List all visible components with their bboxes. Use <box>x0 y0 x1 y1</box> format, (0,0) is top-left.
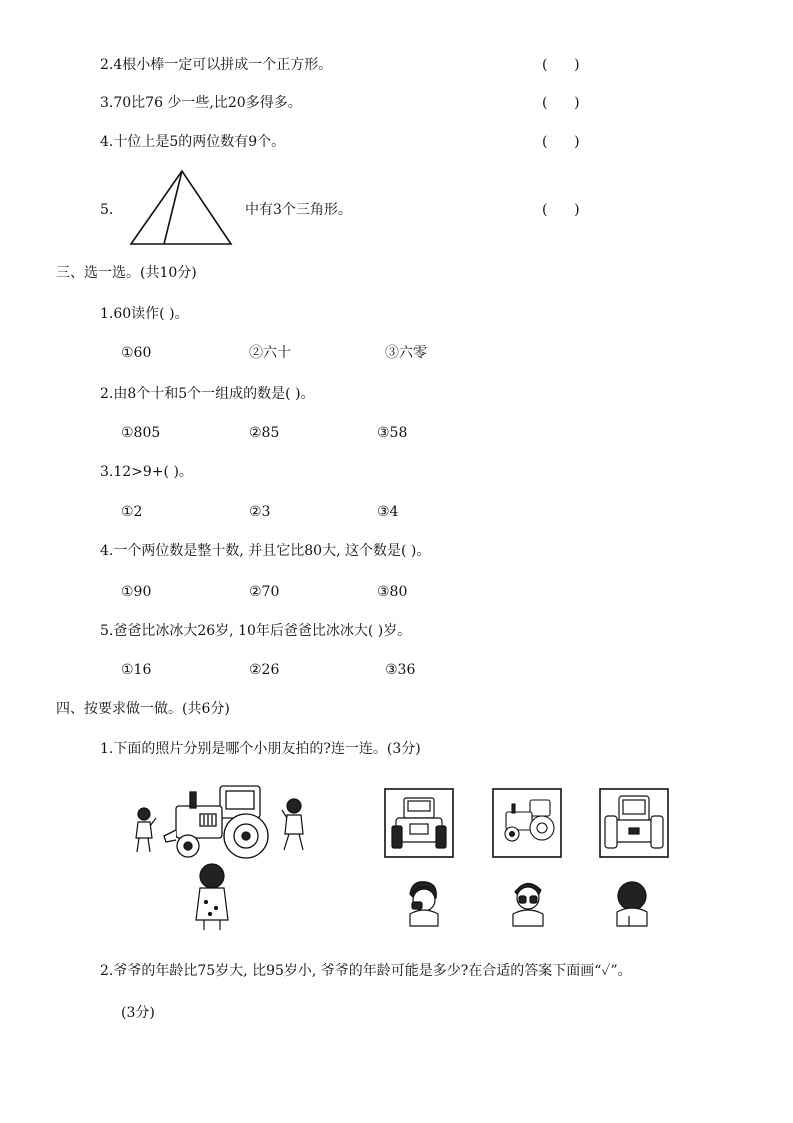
choose-question-5: 5.爸爸比冰冰大26岁, 10年后爸爸比冰冰大( )岁。 <box>100 623 412 639</box>
choose-q4-option-1[interactable]: ①90 <box>121 584 152 600</box>
choose-q2-option-1[interactable]: ①805 <box>121 425 161 441</box>
choose-q4-option-2[interactable]: ②70 <box>249 584 280 600</box>
choose-q3-option-1[interactable]: ①2 <box>121 504 143 520</box>
choose-q3-option-2[interactable]: ②3 <box>249 504 271 520</box>
judge-item-2: 2.4根小棒一定可以拼成一个正方形。 <box>100 57 333 73</box>
judge-item-5: 中有3个三角形。 <box>245 202 352 218</box>
photo-back-view-tractor <box>599 788 669 858</box>
choose-q2-option-3[interactable]: ③58 <box>377 425 408 441</box>
practice-question-2-score: (3分) <box>121 1005 155 1021</box>
child-boy-front-illustration <box>505 876 551 928</box>
choose-question-4: 4.一个两位数是整十数, 并且它比80大, 这个数是( )。 <box>100 543 431 559</box>
judge-answer-blank-4[interactable]: ( ) <box>542 134 580 150</box>
judge-item-5-number: 5. <box>100 202 114 218</box>
photo-side-view-tractor <box>492 788 562 858</box>
triangle-figure <box>128 168 234 248</box>
choose-q5-option-3[interactable]: ③36 <box>385 662 416 678</box>
choose-q5-option-1[interactable]: ①16 <box>121 662 152 678</box>
judge-item-4: 4.十位上是5的两位数有9个。 <box>100 134 286 150</box>
practice-question-2: 2.爷爷的年龄比75岁大, 比95岁小, 爷爷的年龄可能是多少?在合适的答案下面画“✓”。 <box>100 963 632 979</box>
choose-q1-option-2[interactable]: ②六十 <box>249 345 291 361</box>
choose-q2-option-2[interactable]: ②85 <box>249 425 280 441</box>
right-child-illustration <box>278 796 310 856</box>
choose-q1-option-3[interactable]: ③六零 <box>385 345 427 361</box>
choose-q4-option-3[interactable]: ③80 <box>377 584 408 600</box>
child-girl-side-illustration <box>400 876 446 928</box>
section-3-heading: 三、选一选。(共10分) <box>56 265 197 281</box>
tractor-scene-illustration <box>128 780 288 932</box>
choose-question-1: 1.60读作( )。 <box>100 306 189 322</box>
choose-q5-option-2[interactable]: ②26 <box>249 662 280 678</box>
judge-answer-blank-3[interactable]: ( ) <box>542 95 580 111</box>
choose-question-3: 3.12>9+( )。 <box>100 464 193 480</box>
choose-q1-option-1[interactable]: ①60 <box>121 345 152 361</box>
judge-answer-blank-2[interactable]: ( ) <box>542 57 580 73</box>
choose-question-2: 2.由8个十和5个一组成的数是( )。 <box>100 386 315 402</box>
child-girl-back-illustration <box>609 876 655 928</box>
practice-question-1: 1.下面的照片分别是哪个小朋友拍的?连一连。(3分) <box>100 741 421 757</box>
photo-front-view-tractor <box>384 788 454 858</box>
judge-answer-blank-5[interactable]: ( ) <box>542 202 580 218</box>
choose-q3-option-3[interactable]: ③4 <box>377 504 399 520</box>
section-4-heading: 四、按要求做一做。(共6分) <box>56 701 230 717</box>
judge-item-3: 3.70比76 少一些,比20多得多。 <box>100 95 302 111</box>
